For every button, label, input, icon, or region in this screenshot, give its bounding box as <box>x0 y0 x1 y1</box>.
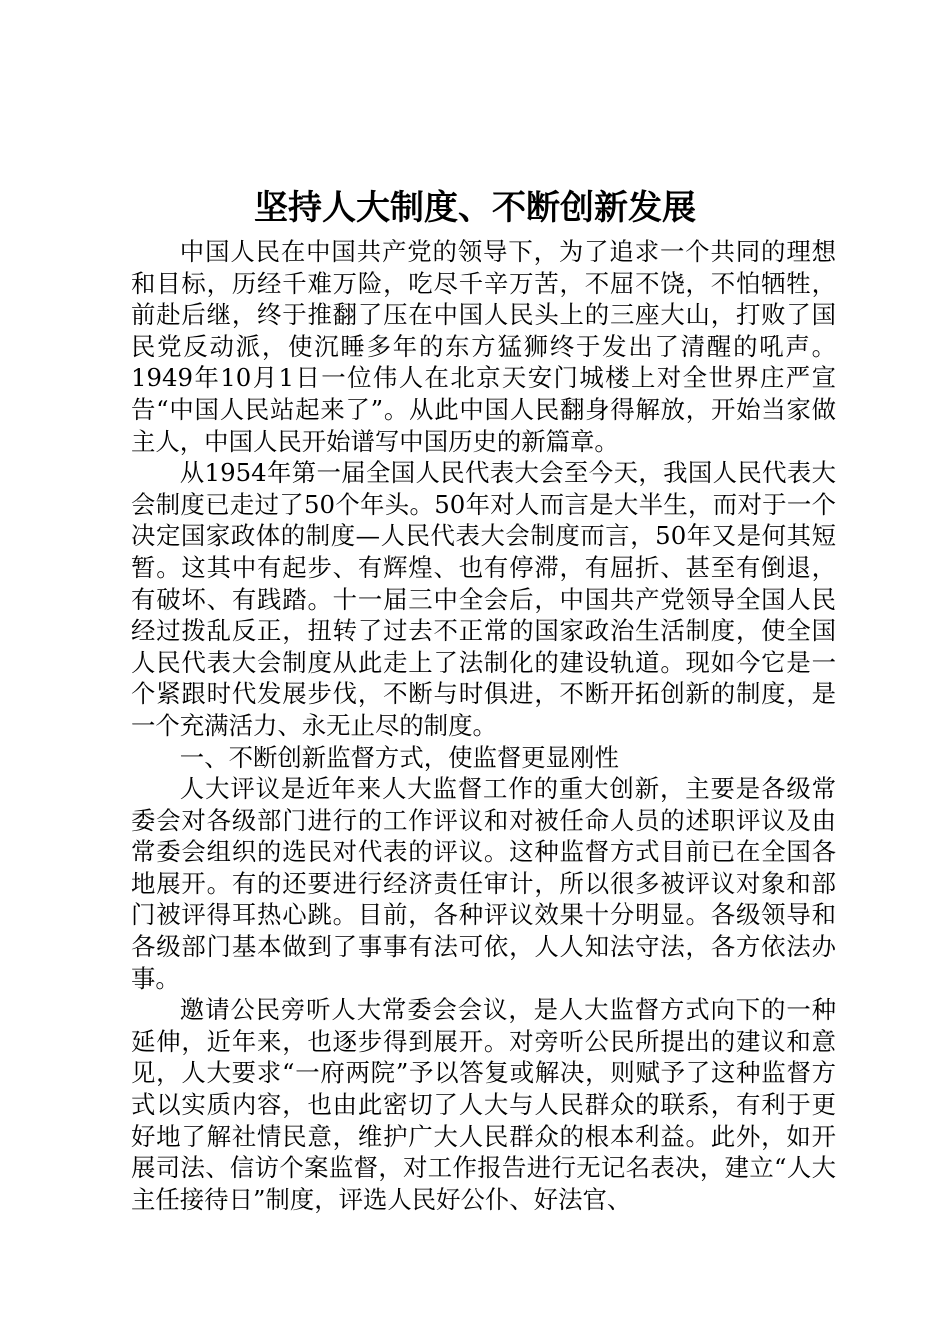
paragraph: 中国人民在中国共产党的领导下，为了追求一个共同的理想和目标，历经千难万险，吃尽千辛万苦，不屈不饶，不怕牺牲，前赴后继，终于推翻了压在中国人民头上的三座大山，打败了国民党反动派，使沉睡多年的东方猛狮终于发出了清醒的吼声。1949年10月1日一位伟人在北京天安门城楼上对全世界庄严宣告“中国人民站起来了”。从此中国人民翻身得解放，开始当家做主人，中国人民开始谱写中国历史的新篇章。 <box>131 237 836 456</box>
section-heading: 一、不断创新监督方式，使监督更显刚性 <box>179 742 619 772</box>
paragraph: 人大评议是近年来人大监督工作的重大创新，主要是各级常委会对各级部门进行的工作评议和对被任命人员的述职评议及由常委会组织的选民对代表的评议。这种监督方式目前已在全国各地展开。有的还要进行经济责任审计，所以很多被评议对象和部门被评得耳热心跳。目前，各种评议效果十分明显。各级领导和各级部门基本做到了事事有法可依，人人知法守法，各方依法办事。 <box>131 774 836 993</box>
paragraph: 从1954年第一届全国人民代表大会至今天，我国人民代表大会制度已走过了50个年头。50年对人而言是大半生，而对于一个决定国家政体的制度—人民代表大会制度而言，50年又是何其短暂。这其中有起步、有辉煌、也有停滞，有屈折、甚至有倒退，有破坏、有践踏。十一届三中全会后，中国共产党领导全国人民经过拨乱反正，扭转了过去不正常的国家政治生活制度，使全国人民代表大会制度从此走上了法制化的建设轨道。现如今它是一个紧跟时代发展步伐，不断与时俱进，不断开拓创新的制度，是一个充满活力、永无止尽的制度。 <box>131 458 836 740</box>
document-title: 坚持人大制度、不断创新发展 <box>254 188 696 228</box>
paragraph: 邀请公民旁听人大常委会会议，是人大监督方式向下的一种延伸，近年来，也逐步得到展开。对旁听公民所提出的建议和意见，人大要求“一府两院”予以答复或解决，则赋予了这种监督方式以实质内容，也由此密切了人大与人民群众的联系，有利于更好地了解社情民意，维护广大人民群众的根本利益。此外，如开展司法、信访个案监督，对工作报告进行无记名表决，建立“人大主任接待日”制度，评选人民好公仆、好法官、 <box>131 995 836 1214</box>
document-body <box>131 236 836 1215</box>
